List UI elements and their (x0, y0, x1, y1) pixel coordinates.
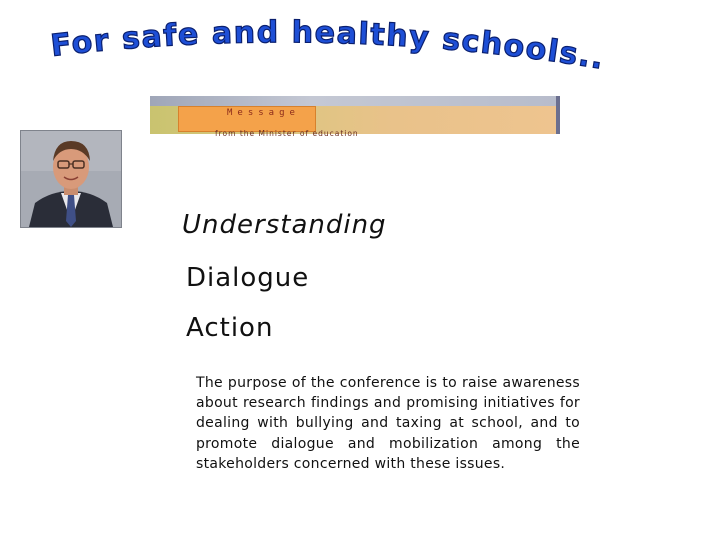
title-text: For safe and healthy schools.. (48, 15, 608, 77)
svg-text:For safe and healthy schools.. (49, 15, 607, 77)
minister-portrait (20, 130, 122, 228)
slide-title (48, 15, 628, 96)
keyword-understanding: Understanding (182, 210, 387, 240)
banner-heading: Message (227, 108, 300, 118)
portrait-photo-icon (21, 131, 121, 227)
message-banner (150, 96, 560, 138)
banner-sticker (178, 106, 359, 138)
title-wordart (48, 15, 628, 96)
keyword-action: Action (186, 313, 274, 343)
banner-top-strip (150, 96, 556, 106)
purpose-paragraph: The purpose of the conference is to raise awareness about research findings and promising initiatives for dealing with bullying and taxing at school, and to promote dialogue and mobilization among the stakeholders concerned with these issues. (196, 375, 580, 472)
banner-subheading: from the Minister of education (215, 129, 359, 138)
keyword-dialogue: Dialogue (186, 263, 310, 293)
